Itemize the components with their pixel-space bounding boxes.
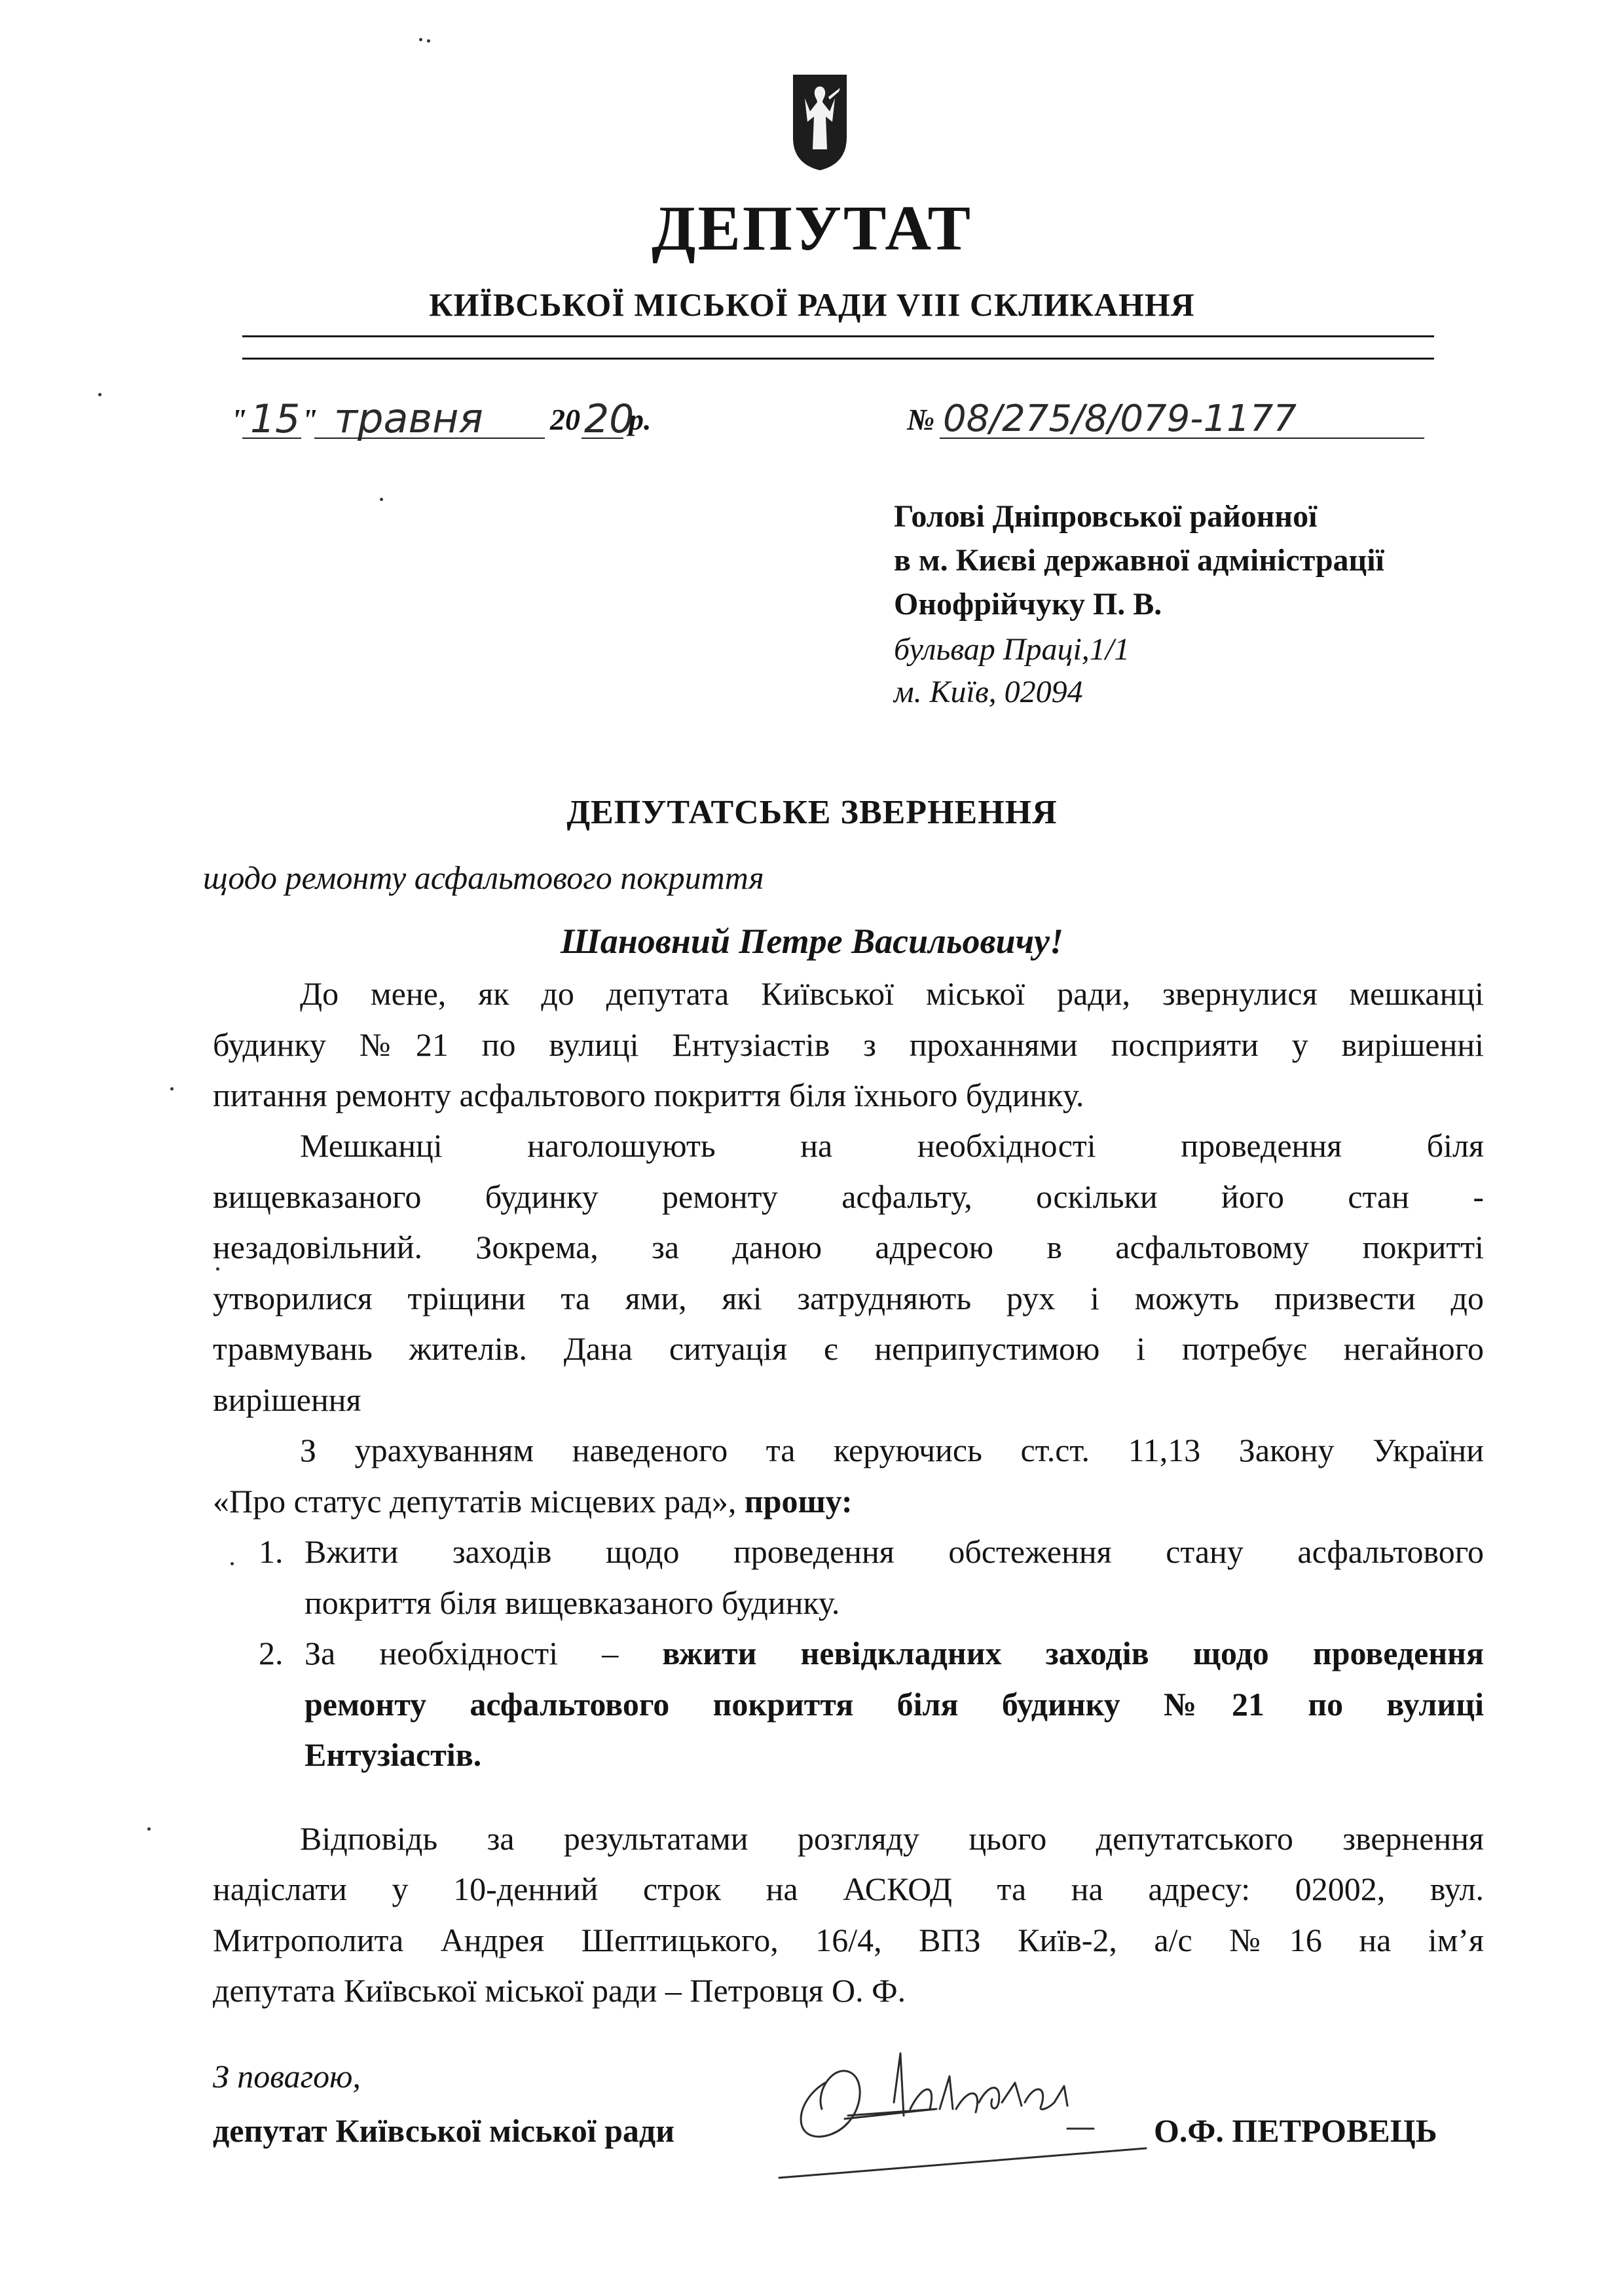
paragraph-2-line-5: травмувань жителів. Дана ситуація є неприпустимою і потребує негайного bbox=[213, 1330, 1484, 1367]
paragraph-1-line-3: питання ремонту асфальтового покриття біля їхнього будинку. bbox=[213, 1077, 1084, 1113]
list-item-2-number: 2. bbox=[259, 1635, 284, 1671]
scan-dot bbox=[216, 1267, 219, 1271]
kyiv-coat-of-arms-icon bbox=[790, 72, 849, 172]
handwritten-signature bbox=[753, 2004, 1159, 2181]
date-year-end: р. bbox=[629, 403, 652, 436]
document-number-underline bbox=[940, 438, 1424, 439]
paragraph-4-line-4: депутата Київської міської ради – Петровця О. Ф. bbox=[213, 1972, 906, 2009]
document-number-value: 08/275/8/079-1177 bbox=[943, 398, 1297, 440]
list-item-1-line-1: Вжити заходів щодо проведення обстеження стану асфальтового bbox=[304, 1533, 1484, 1570]
header-subtitle: КИЇВСЬКОЇ МІСЬКОЇ РАДИ VIII СКЛИКАННЯ bbox=[429, 286, 1195, 323]
scan-dot bbox=[419, 38, 422, 41]
scan-dot bbox=[427, 39, 430, 43]
header-title: ДЕПУТАТ bbox=[652, 193, 972, 264]
header-rule-bottom bbox=[242, 358, 1434, 360]
paragraph-2-line-1: Мешканці наголошують на необхідності проведення біля bbox=[300, 1127, 1484, 1164]
paragraph-2-line-2: вищевказаного будинку ремонту асфальту, оскільки його стан - bbox=[213, 1178, 1484, 1215]
scan-dot bbox=[231, 1562, 234, 1565]
closing-position: депутат Київської міської ради bbox=[213, 2112, 675, 2149]
paragraph-4-line-1: Відповідь за результатами розгляду цього депутатського звернення bbox=[300, 1820, 1484, 1857]
closing-name: О.Ф. ПЕТРОВЕЦЬ bbox=[1154, 2112, 1437, 2149]
scan-dot bbox=[147, 1827, 151, 1831]
paragraph-2-line-6: вирішення bbox=[213, 1381, 361, 1418]
date-day-underline bbox=[242, 438, 301, 439]
paragraph-1-line-2: будинку №21 по вулиці Ентузіастів з проханнями посприяти у вирішенні bbox=[213, 1026, 1484, 1063]
date-year-underline bbox=[581, 438, 623, 439]
closing-regards: З повагою, bbox=[213, 2058, 361, 2095]
date-year-suffix: 20 bbox=[584, 396, 635, 442]
scan-dot bbox=[98, 393, 101, 396]
paragraph-2-line-4: утворилися тріщини та ями, які затрудняють рух і можуть призвести до bbox=[213, 1280, 1484, 1316]
greeting: Шановний Петре Васильовичу! bbox=[560, 922, 1064, 961]
date-open-quote: " bbox=[231, 403, 248, 436]
paragraph-3-line-2 bbox=[213, 1485, 853, 1518]
date-close-quote: " bbox=[301, 403, 318, 436]
addressee-line-1: Голові Дніпровської районної bbox=[894, 499, 1318, 534]
list-item-2-emphasis: вжити невідкладних заходів щодо проведення bbox=[662, 1635, 1484, 1671]
list-item-2-line-3: Ентузіастів. bbox=[304, 1736, 482, 1773]
header-rule-top bbox=[242, 335, 1434, 337]
paragraph-3-line-1: З урахуванням наведеного та керуючись ст.ст. 11,13 Закону України bbox=[300, 1432, 1484, 1468]
addressee-street: бульвар Праці,1/1 bbox=[894, 632, 1130, 667]
paragraph-4-line-3: Митрополита Андрея Шептицького, 16/4, ВПЗ Київ-2, а/с №16 на ім’я bbox=[213, 1922, 1484, 1958]
document-number-prefix: № bbox=[907, 403, 935, 436]
document-title: ДЕПУТАТСЬКЕ ЗВЕРНЕННЯ bbox=[566, 794, 1058, 831]
date-line bbox=[223, 393, 694, 445]
addressee-line-3: Онофрійчуку П. В. bbox=[894, 587, 1162, 622]
paragraph-2-line-3: незадовільний. Зокрема, за даною адресою в асфальтовому покритті bbox=[213, 1229, 1484, 1265]
list-item-1-number: 1. bbox=[259, 1533, 284, 1570]
list-item-2-lead: За необхідності – bbox=[304, 1635, 619, 1671]
law-reference: «Про статус депутатів місцевих рад», bbox=[213, 1483, 737, 1520]
date-month-underline bbox=[314, 438, 545, 439]
document-number bbox=[907, 393, 1431, 445]
paragraph-4-line-2: надіслати у 10-денний строк на АСКОД та на адресу: 02002, вул. bbox=[213, 1871, 1484, 1907]
date-month: травня bbox=[334, 394, 483, 442]
paragraph-1-line-1: До мене, як до депутата Київської міської ради, звернулися мешканці bbox=[300, 975, 1484, 1012]
date-year-prefix: 20 bbox=[550, 403, 580, 436]
request-label: прошу: bbox=[744, 1483, 853, 1520]
scan-dot bbox=[170, 1087, 174, 1091]
list-item-2-line-2: ремонту асфальтового покриття біля будинку №21 по вулиці bbox=[304, 1686, 1484, 1723]
list-item-2-line-1 bbox=[304, 1637, 1484, 1670]
list-item-1-line-2: покриття біля вищевказаного будинку. bbox=[304, 1584, 840, 1621]
addressee-line-2: в м. Києві державної адміністрації bbox=[894, 543, 1384, 578]
date-day: 15 bbox=[250, 396, 301, 442]
addressee-city: м. Київ, 02094 bbox=[894, 675, 1083, 709]
document-subject: щодо ремонту асфальтового покриття bbox=[203, 859, 764, 896]
scan-dot bbox=[380, 498, 383, 501]
